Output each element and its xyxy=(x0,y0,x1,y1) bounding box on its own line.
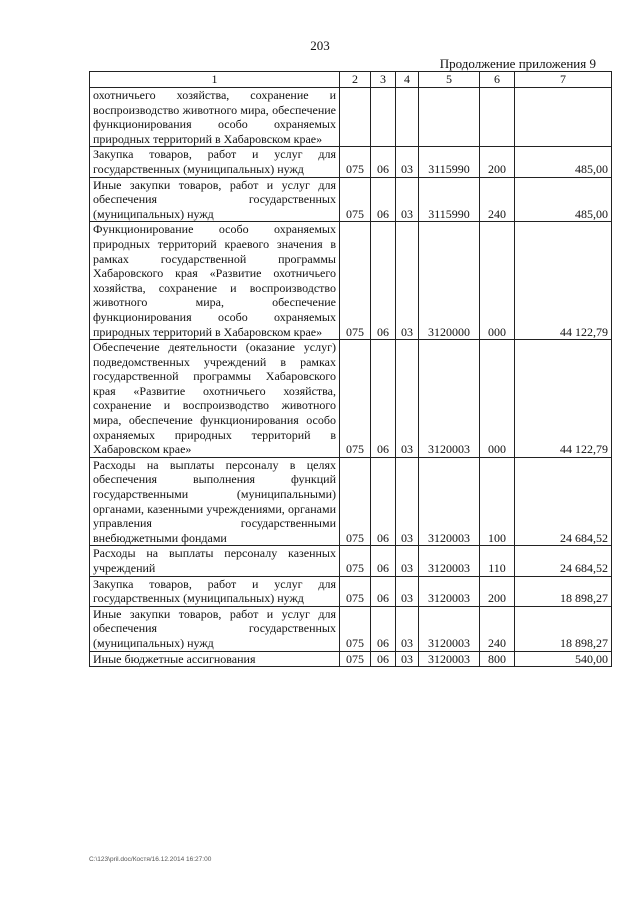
cell-target: 3120000 xyxy=(419,222,480,340)
cell-expense-type: 200 xyxy=(480,576,515,606)
cell-subsection: 03 xyxy=(396,546,419,576)
file-path-footer: C:\123\pril.doc/Костя/16.12.2014 16:27:00 xyxy=(89,856,212,863)
cell-target: 3120003 xyxy=(419,340,480,458)
cell-ministry: 075 xyxy=(340,576,371,606)
row-description: Закупка товаров, работ и услуг для государственных (муниципальных) нужд xyxy=(90,147,340,177)
cell-section: 06 xyxy=(371,546,396,576)
row-description: Иные закупки товаров, работ и услуг для обеспечения государственных (муниципальных) нужд xyxy=(90,606,340,651)
cell-ministry: 075 xyxy=(340,457,371,546)
cell-ministry: 075 xyxy=(340,546,371,576)
table-row xyxy=(90,457,612,546)
row-description: Иные закупки товаров, работ и услуг для обеспечения государственных (муниципальных) нужд xyxy=(90,177,340,222)
cell-section: 06 xyxy=(371,147,396,177)
header-cell: 7 xyxy=(515,72,612,88)
cell-subsection: 03 xyxy=(396,222,419,340)
cell-section xyxy=(371,88,396,147)
cell-expense-type: 240 xyxy=(480,177,515,222)
cell-ministry: 075 xyxy=(340,147,371,177)
cell-expense-type xyxy=(480,88,515,147)
cell-target: 3120003 xyxy=(419,576,480,606)
cell-expense-type: 000 xyxy=(480,340,515,458)
cell-expense-type: 000 xyxy=(480,222,515,340)
row-description: охотничьего хозяйства, сохранение и воспроизводство животного мира, обеспечение функционирования особо охраняемых природных территорий в Хабаровском крае» xyxy=(90,88,340,147)
cell-ministry: 075 xyxy=(340,606,371,651)
cell-amount: 540,00 xyxy=(515,651,612,667)
row-description: Расходы на выплаты персоналу в целях обеспечения выполнения функций государственными (муниципальными) органами, казенными учреждениями, органами управления государственными внебюджетными фондами xyxy=(90,457,340,546)
table-row xyxy=(90,546,612,576)
cell-section: 06 xyxy=(371,222,396,340)
budget-table xyxy=(89,71,612,667)
row-description: Иные бюджетные ассигнования xyxy=(90,651,340,667)
cell-expense-type: 800 xyxy=(480,651,515,667)
cell-amount: 44 122,79 xyxy=(515,222,612,340)
header-cell: 5 xyxy=(419,72,480,88)
cell-subsection: 03 xyxy=(396,340,419,458)
cell-amount: 24 684,52 xyxy=(515,546,612,576)
cell-subsection: 03 xyxy=(396,651,419,667)
cell-expense-type: 110 xyxy=(480,546,515,576)
cell-amount: 24 684,52 xyxy=(515,457,612,546)
header-cell: 4 xyxy=(396,72,419,88)
cell-amount: 18 898,27 xyxy=(515,576,612,606)
table-row xyxy=(90,576,612,606)
cell-target: 3120003 xyxy=(419,457,480,546)
cell-section: 06 xyxy=(371,576,396,606)
cell-section: 06 xyxy=(371,606,396,651)
table-row xyxy=(90,177,612,222)
header-cell: 2 xyxy=(340,72,371,88)
cell-target: 3120003 xyxy=(419,651,480,667)
cell-section: 06 xyxy=(371,340,396,458)
cell-ministry: 075 xyxy=(340,177,371,222)
header-cell: 1 xyxy=(90,72,340,88)
table-row xyxy=(90,651,612,667)
table-header-row xyxy=(90,72,612,88)
cell-section: 06 xyxy=(371,457,396,546)
cell-subsection: 03 xyxy=(396,177,419,222)
cell-amount: 485,00 xyxy=(515,147,612,177)
cell-ministry: 075 xyxy=(340,651,371,667)
cell-target: 3120003 xyxy=(419,546,480,576)
table-row xyxy=(90,222,612,340)
header-cell: 6 xyxy=(480,72,515,88)
cell-target xyxy=(419,88,480,147)
page-number: 203 xyxy=(310,38,330,53)
table-row xyxy=(90,340,612,458)
cell-target: 3120003 xyxy=(419,606,480,651)
row-description: Закупка товаров, работ и услуг для государственных (муниципальных) нужд xyxy=(90,576,340,606)
cell-amount: 485,00 xyxy=(515,177,612,222)
cell-subsection: 03 xyxy=(396,576,419,606)
cell-ministry: 075 xyxy=(340,340,371,458)
table-row xyxy=(90,88,612,147)
cell-amount: 44 122,79 xyxy=(515,340,612,458)
cell-target: 3115990 xyxy=(419,147,480,177)
cell-subsection: 03 xyxy=(396,147,419,177)
table-row xyxy=(90,606,612,651)
cell-ministry xyxy=(340,88,371,147)
cell-section: 06 xyxy=(371,177,396,222)
row-description: Обеспечение деятельности (оказание услуг) подведомственных учреждений в рамках государственной программы Хабаровского края «Развитие охотничьего хозяйства, сохранение и воспроизводство животного мира, обеспечение функционирования особо охраняемых природных территорий в Хабаровском крае» xyxy=(90,340,340,458)
cell-subsection: 03 xyxy=(396,457,419,546)
cell-ministry: 075 xyxy=(340,222,371,340)
cell-amount xyxy=(515,88,612,147)
cell-amount: 18 898,27 xyxy=(515,606,612,651)
cell-expense-type: 200 xyxy=(480,147,515,177)
row-description: Функционирование особо охраняемых природных территорий краевого значения в рамках государственной программы Хабаровского края «Развитие охотничьего хозяйства, сохранение и воспроизводство животного мира, обеспечение функционирования особо охраняемых природных территорий в Хабаровском крае» xyxy=(90,222,340,340)
continuation-label: Продолжение приложения 9 xyxy=(439,56,596,71)
cell-subsection: 03 xyxy=(396,606,419,651)
cell-expense-type: 240 xyxy=(480,606,515,651)
cell-subsection xyxy=(396,88,419,147)
cell-expense-type: 100 xyxy=(480,457,515,546)
cell-section: 06 xyxy=(371,651,396,667)
row-description: Расходы на выплаты персоналу казенных учреждений xyxy=(90,546,340,576)
table-row xyxy=(90,147,612,177)
cell-target: 3115990 xyxy=(419,177,480,222)
header-cell: 3 xyxy=(371,72,396,88)
